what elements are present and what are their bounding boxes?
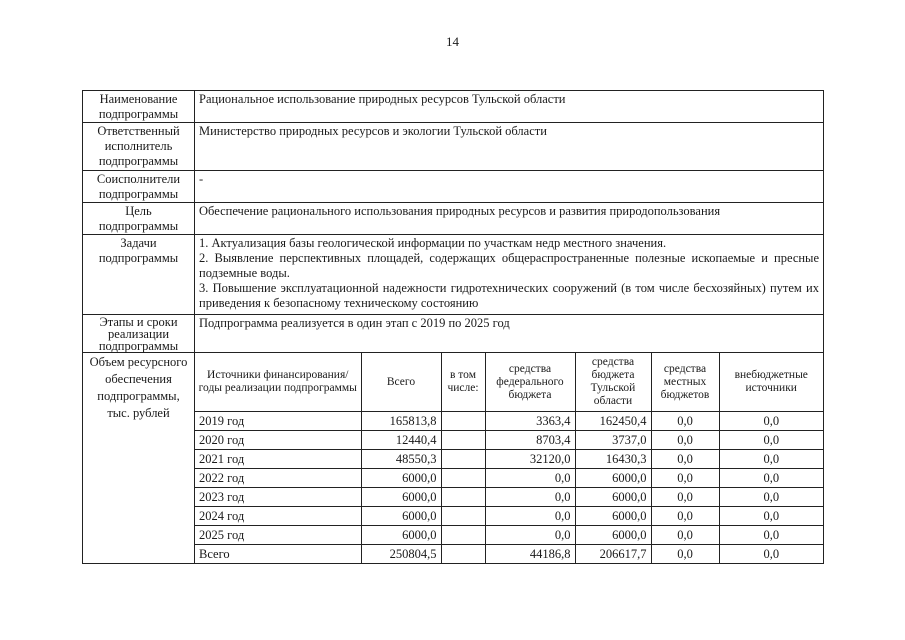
header-federal: средства федерального бюджета bbox=[485, 353, 575, 412]
cell-federal: 0,0 bbox=[485, 469, 575, 488]
label-goal: Цель подпрограммы bbox=[83, 203, 195, 235]
cell-year: 2019 год bbox=[195, 412, 361, 431]
table-row bbox=[195, 469, 823, 488]
header-source: Источники финансирования/ годы реализации подпрограммы bbox=[195, 353, 361, 412]
label-co-executors: Соисполнители подпрограммы bbox=[83, 171, 195, 203]
cell-regional: 3737,0 bbox=[575, 431, 651, 450]
table-row bbox=[195, 450, 823, 469]
cell-offbudget: 0,0 bbox=[719, 431, 823, 450]
cell-local: 0,0 bbox=[651, 488, 719, 507]
cell-incl bbox=[441, 412, 485, 431]
cell-total: 12440,4 bbox=[361, 431, 441, 450]
cell-total: 6000,0 bbox=[361, 469, 441, 488]
row-name bbox=[83, 91, 824, 123]
cell-year: 2021 год bbox=[195, 450, 361, 469]
cell-federal: 3363,4 bbox=[485, 412, 575, 431]
label-funding: Объем ресурсного обеспечения подпрограммы, тыс. рублей bbox=[83, 353, 195, 564]
row-co-executors bbox=[83, 171, 824, 203]
cell-total: 250804,5 bbox=[361, 545, 441, 564]
value-tasks bbox=[195, 235, 824, 315]
cell-total: 165813,8 bbox=[361, 412, 441, 431]
task-item: 2. Выявление перспективных площадей, содержащих общераспространенные полезные ископаемые и пресные подземные воды. bbox=[199, 251, 819, 280]
task-item: 1. Актуализация базы геологической информации по участкам недр местного значения. bbox=[199, 236, 667, 250]
cell-federal: 8703,4 bbox=[485, 431, 575, 450]
cell-incl bbox=[441, 545, 485, 564]
value-co-executors: - bbox=[195, 171, 824, 203]
row-responsible bbox=[83, 123, 824, 171]
header-incl: в том числе: bbox=[441, 353, 485, 412]
cell-local: 0,0 bbox=[651, 450, 719, 469]
cell-regional: 6000,0 bbox=[575, 526, 651, 545]
page-number: 14 bbox=[446, 34, 459, 49]
cell-regional: 6000,0 bbox=[575, 507, 651, 526]
table-row bbox=[195, 545, 823, 564]
cell-regional: 206617,7 bbox=[575, 545, 651, 564]
cell-total: 48550,3 bbox=[361, 450, 441, 469]
label-stages: Этапы и сроки реализации подпрограммы bbox=[83, 315, 195, 353]
cell-regional: 6000,0 bbox=[575, 469, 651, 488]
header-regional: средства бюджета Тульской области bbox=[575, 353, 651, 412]
table-row bbox=[195, 507, 823, 526]
header-total: Всего bbox=[361, 353, 441, 412]
cell-year: Всего bbox=[195, 545, 361, 564]
cell-offbudget: 0,0 bbox=[719, 545, 823, 564]
row-funding bbox=[83, 353, 824, 564]
cell-local: 0,0 bbox=[651, 469, 719, 488]
cell-incl bbox=[441, 507, 485, 526]
header-offbudget: внебюджетные источники bbox=[719, 353, 823, 412]
funding-header-row bbox=[195, 353, 823, 412]
label-responsible: Ответственный исполнитель подпрограммы bbox=[83, 123, 195, 171]
funding-cell bbox=[195, 353, 824, 564]
row-goal bbox=[83, 203, 824, 235]
cell-local: 0,0 bbox=[651, 507, 719, 526]
task-item: 3. Повышение эксплуатационной надежности гидротехнических сооружений (в том числе бесхозяйных) путем их приведения к безопасному техническому состоянию bbox=[199, 281, 819, 310]
cell-federal: 44186,8 bbox=[485, 545, 575, 564]
cell-offbudget: 0,0 bbox=[719, 412, 823, 431]
label-name: Наименование подпрограммы bbox=[83, 91, 195, 123]
value-stages: Подпрограмма реализуется в один этап с 2019 по 2025 год bbox=[195, 315, 824, 353]
cell-regional: 6000,0 bbox=[575, 488, 651, 507]
cell-offbudget: 0,0 bbox=[719, 469, 823, 488]
cell-offbudget: 0,0 bbox=[719, 507, 823, 526]
subprogram-passport-table bbox=[82, 90, 824, 564]
label-tasks: Задачи подпрограммы bbox=[83, 235, 195, 315]
row-tasks bbox=[83, 235, 824, 315]
cell-offbudget: 0,0 bbox=[719, 526, 823, 545]
header-local: средства местных бюджетов bbox=[651, 353, 719, 412]
value-name: Рациональное использование природных ресурсов Тульской области bbox=[195, 91, 824, 123]
row-stages bbox=[83, 315, 824, 353]
cell-year: 2020 год bbox=[195, 431, 361, 450]
value-goal: Обеспечение рационального использования природных ресурсов и развития природопользования bbox=[195, 203, 824, 235]
table-row bbox=[195, 488, 823, 507]
cell-year: 2024 год bbox=[195, 507, 361, 526]
cell-local: 0,0 bbox=[651, 526, 719, 545]
cell-year: 2022 год bbox=[195, 469, 361, 488]
value-responsible: Министерство природных ресурсов и экологии Тульской области bbox=[195, 123, 824, 171]
table-row bbox=[195, 526, 823, 545]
cell-total: 6000,0 bbox=[361, 488, 441, 507]
cell-federal: 0,0 bbox=[485, 488, 575, 507]
cell-federal: 0,0 bbox=[485, 507, 575, 526]
cell-offbudget: 0,0 bbox=[719, 488, 823, 507]
cell-incl bbox=[441, 450, 485, 469]
cell-local: 0,0 bbox=[651, 412, 719, 431]
funding-table bbox=[195, 353, 823, 563]
cell-regional: 162450,4 bbox=[575, 412, 651, 431]
cell-year: 2023 год bbox=[195, 488, 361, 507]
table-row bbox=[195, 431, 823, 450]
cell-incl bbox=[441, 469, 485, 488]
cell-regional: 16430,3 bbox=[575, 450, 651, 469]
cell-offbudget: 0,0 bbox=[719, 450, 823, 469]
cell-year: 2025 год bbox=[195, 526, 361, 545]
cell-federal: 0,0 bbox=[485, 526, 575, 545]
cell-incl bbox=[441, 488, 485, 507]
cell-total: 6000,0 bbox=[361, 526, 441, 545]
cell-incl bbox=[441, 431, 485, 450]
table-row bbox=[195, 412, 823, 431]
cell-federal: 32120,0 bbox=[485, 450, 575, 469]
cell-total: 6000,0 bbox=[361, 507, 441, 526]
cell-local: 0,0 bbox=[651, 545, 719, 564]
cell-incl bbox=[441, 526, 485, 545]
cell-local: 0,0 bbox=[651, 431, 719, 450]
